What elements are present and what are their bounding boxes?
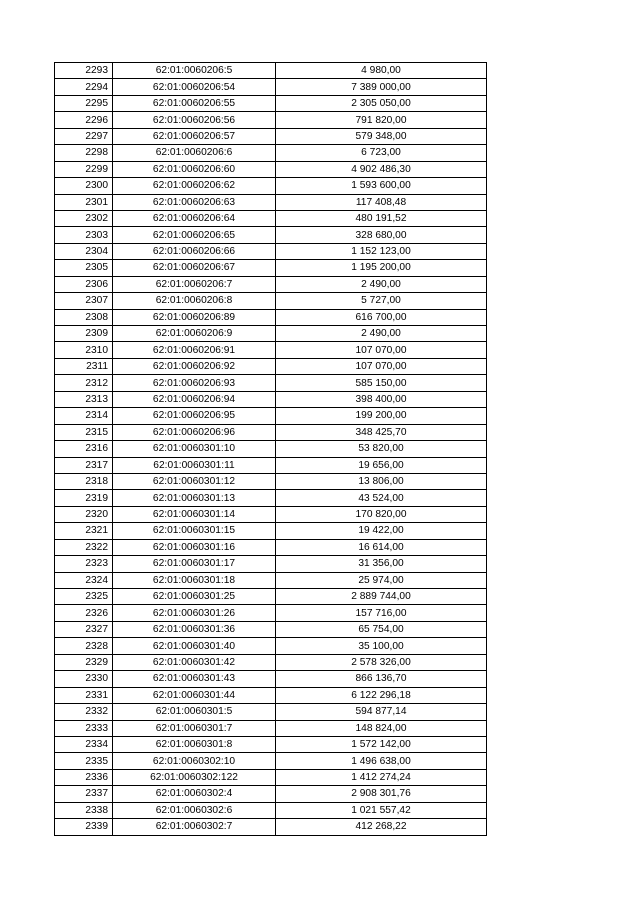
row-number-cell: 2315 [55, 424, 113, 440]
cadastral-value-cell: 170 820,00 [276, 506, 487, 522]
cadastral-number-cell: 62:01:0060302:6 [113, 802, 276, 818]
cadastral-number-cell: 62:01:0060301:18 [113, 572, 276, 588]
cadastral-value-cell: 35 100,00 [276, 638, 487, 654]
cadastral-value-cell: 2 908 301,76 [276, 786, 487, 802]
table-row [55, 210, 487, 226]
table-row [55, 523, 487, 539]
table-row [55, 473, 487, 489]
row-number-cell: 2326 [55, 605, 113, 621]
cadastral-number-cell: 62:01:0060301:42 [113, 654, 276, 670]
row-number-cell: 2324 [55, 572, 113, 588]
cadastral-value-cell: 6 122 296,18 [276, 687, 487, 703]
cadastral-value-cell: 594 877,14 [276, 704, 487, 720]
cadastral-number-cell: 62:01:0060206:60 [113, 161, 276, 177]
row-number-cell: 2312 [55, 375, 113, 391]
table-row [55, 260, 487, 276]
cadastral-number-cell: 62:01:0060206:66 [113, 243, 276, 259]
cadastral-number-cell: 62:01:0060301:25 [113, 589, 276, 605]
cadastral-number-cell: 62:01:0060302:122 [113, 769, 276, 785]
cadastral-number-cell: 62:01:0060206:89 [113, 309, 276, 325]
table-row [55, 671, 487, 687]
table-row [55, 375, 487, 391]
cadastral-number-cell: 62:01:0060206:55 [113, 95, 276, 111]
cadastral-value-cell: 2 578 326,00 [276, 654, 487, 670]
row-number-cell: 2316 [55, 441, 113, 457]
row-number-cell: 2310 [55, 342, 113, 358]
cadastral-number-cell: 62:01:0060206:7 [113, 276, 276, 292]
cadastral-number-cell: 62:01:0060302:10 [113, 753, 276, 769]
row-number-cell: 2335 [55, 753, 113, 769]
table-row [55, 753, 487, 769]
cadastral-number-cell: 62:01:0060301:5 [113, 704, 276, 720]
table-row [55, 638, 487, 654]
table-row [55, 293, 487, 309]
cadastral-value-cell: 398 400,00 [276, 391, 487, 407]
table-row [55, 243, 487, 259]
row-number-cell: 2304 [55, 243, 113, 259]
cadastral-value-cell: 480 191,52 [276, 210, 487, 226]
row-number-cell: 2302 [55, 210, 113, 226]
row-number-cell: 2328 [55, 638, 113, 654]
cadastral-value-cell: 2 490,00 [276, 326, 487, 342]
table-row [55, 161, 487, 177]
table-row [55, 769, 487, 785]
table-row [55, 227, 487, 243]
row-number-cell: 2320 [55, 506, 113, 522]
cadastral-number-cell: 62:01:0060206:57 [113, 128, 276, 144]
cadastral-number-cell: 62:01:0060206:67 [113, 260, 276, 276]
cadastral-value-cell: 412 268,22 [276, 819, 487, 835]
table-row [55, 704, 487, 720]
cadastral-value-cell: 579 348,00 [276, 128, 487, 144]
cadastral-number-cell: 62:01:0060206:9 [113, 326, 276, 342]
cadastral-value-cell: 16 614,00 [276, 539, 487, 555]
cadastral-number-cell: 62:01:0060301:7 [113, 720, 276, 736]
table-row [55, 358, 487, 374]
cadastral-number-cell: 62:01:0060206:56 [113, 112, 276, 128]
cadastral-number-cell: 62:01:0060301:40 [113, 638, 276, 654]
row-number-cell: 2303 [55, 227, 113, 243]
cadastral-number-cell: 62:01:0060206:91 [113, 342, 276, 358]
table-row [55, 556, 487, 572]
row-number-cell: 2314 [55, 408, 113, 424]
table-row [55, 391, 487, 407]
table-row [55, 441, 487, 457]
row-number-cell: 2329 [55, 654, 113, 670]
row-number-cell: 2305 [55, 260, 113, 276]
cadastral-number-cell: 62:01:0060301:10 [113, 441, 276, 457]
row-number-cell: 2313 [55, 391, 113, 407]
table-row [55, 342, 487, 358]
row-number-cell: 2334 [55, 736, 113, 752]
row-number-cell: 2294 [55, 79, 113, 95]
cadastral-number-cell: 62:01:0060206:94 [113, 391, 276, 407]
row-number-cell: 2325 [55, 589, 113, 605]
cadastral-value-cell: 1 412 274,24 [276, 769, 487, 785]
cadastral-value-cell: 117 408,48 [276, 194, 487, 210]
cadastral-value-cell: 791 820,00 [276, 112, 487, 128]
cadastral-value-cell: 585 150,00 [276, 375, 487, 391]
cadastral-value-cell: 1 195 200,00 [276, 260, 487, 276]
cadastral-value-cell: 2 305 050,00 [276, 95, 487, 111]
row-number-cell: 2333 [55, 720, 113, 736]
table-row [55, 79, 487, 95]
table-row [55, 194, 487, 210]
table-row [55, 276, 487, 292]
table-row [55, 819, 487, 835]
table-row [55, 687, 487, 703]
cadastral-number-cell: 62:01:0060301:17 [113, 556, 276, 572]
cadastral-number-cell: 62:01:0060301:44 [113, 687, 276, 703]
cadastral-value-cell: 5 727,00 [276, 293, 487, 309]
cadastral-number-cell: 62:01:0060206:92 [113, 358, 276, 374]
cadastral-number-cell: 62:01:0060206:5 [113, 63, 276, 79]
row-number-cell: 2306 [55, 276, 113, 292]
cadastral-value-cell: 31 356,00 [276, 556, 487, 572]
row-number-cell: 2332 [55, 704, 113, 720]
row-number-cell: 2339 [55, 819, 113, 835]
cadastral-value-cell: 53 820,00 [276, 441, 487, 457]
table-row [55, 539, 487, 555]
cadastral-number-cell: 62:01:0060302:4 [113, 786, 276, 802]
table-row [55, 802, 487, 818]
row-number-cell: 2295 [55, 95, 113, 111]
cadastral-number-cell: 62:01:0060206:6 [113, 145, 276, 161]
table-row [55, 720, 487, 736]
cadastral-value-cell: 19 656,00 [276, 457, 487, 473]
cadastral-number-cell: 62:01:0060301:43 [113, 671, 276, 687]
table-row [55, 572, 487, 588]
cadastral-value-cell: 1 593 600,00 [276, 178, 487, 194]
cadastral-number-cell: 62:01:0060206:8 [113, 293, 276, 309]
row-number-cell: 2323 [55, 556, 113, 572]
table-row [55, 112, 487, 128]
table-row [55, 326, 487, 342]
cadastral-number-cell: 62:01:0060301:8 [113, 736, 276, 752]
cadastral-number-cell: 62:01:0060206:65 [113, 227, 276, 243]
cadastral-number-cell: 62:01:0060301:13 [113, 490, 276, 506]
cadastral-number-cell: 62:01:0060302:7 [113, 819, 276, 835]
row-number-cell: 2319 [55, 490, 113, 506]
cadastral-value-cell: 1 496 638,00 [276, 753, 487, 769]
row-number-cell: 2309 [55, 326, 113, 342]
cadastral-number-cell: 62:01:0060301:26 [113, 605, 276, 621]
row-number-cell: 2311 [55, 358, 113, 374]
cadastral-number-cell: 62:01:0060206:54 [113, 79, 276, 95]
cadastral-value-cell: 107 070,00 [276, 358, 487, 374]
table-row [55, 95, 487, 111]
row-number-cell: 2330 [55, 671, 113, 687]
cadastral-value-cell: 157 716,00 [276, 605, 487, 621]
cadastral-value-cell: 2 490,00 [276, 276, 487, 292]
row-number-cell: 2300 [55, 178, 113, 194]
cadastral-number-cell: 62:01:0060301:16 [113, 539, 276, 555]
row-number-cell: 2301 [55, 194, 113, 210]
cadastral-number-cell: 62:01:0060206:64 [113, 210, 276, 226]
cadastral-value-cell: 65 754,00 [276, 621, 487, 637]
table-row [55, 178, 487, 194]
table-row [55, 786, 487, 802]
cadastral-value-cell: 2 889 744,00 [276, 589, 487, 605]
table-row [55, 736, 487, 752]
cadastral-value-cell: 107 070,00 [276, 342, 487, 358]
table-row [55, 621, 487, 637]
row-number-cell: 2337 [55, 786, 113, 802]
table-row [55, 506, 487, 522]
row-number-cell: 2331 [55, 687, 113, 703]
table-body [55, 63, 487, 836]
cadastral-number-cell: 62:01:0060206:95 [113, 408, 276, 424]
cadastral-value-cell: 25 974,00 [276, 572, 487, 588]
row-number-cell: 2317 [55, 457, 113, 473]
cadastral-number-cell: 62:01:0060301:12 [113, 473, 276, 489]
table-row [55, 145, 487, 161]
table-row [55, 424, 487, 440]
table-row [55, 605, 487, 621]
cadastral-value-cell: 19 422,00 [276, 523, 487, 539]
row-number-cell: 2327 [55, 621, 113, 637]
table-row [55, 654, 487, 670]
row-number-cell: 2299 [55, 161, 113, 177]
table-row [55, 63, 487, 79]
cadastral-number-cell: 62:01:0060301:14 [113, 506, 276, 522]
cadastral-value-cell: 199 200,00 [276, 408, 487, 424]
row-number-cell: 2296 [55, 112, 113, 128]
table-row [55, 490, 487, 506]
cadastral-number-cell: 62:01:0060206:63 [113, 194, 276, 210]
row-number-cell: 2321 [55, 523, 113, 539]
cadastral-value-cell: 866 136,70 [276, 671, 487, 687]
cadastral-value-cell: 328 680,00 [276, 227, 487, 243]
cadastral-number-cell: 62:01:0060206:96 [113, 424, 276, 440]
row-number-cell: 2308 [55, 309, 113, 325]
cadastral-value-cell: 1 152 123,00 [276, 243, 487, 259]
cadastral-value-table [54, 62, 487, 836]
cadastral-value-cell: 6 723,00 [276, 145, 487, 161]
table-row [55, 128, 487, 144]
cadastral-value-cell: 616 700,00 [276, 309, 487, 325]
cadastral-value-cell: 7 389 000,00 [276, 79, 487, 95]
cadastral-value-cell: 43 524,00 [276, 490, 487, 506]
row-number-cell: 2338 [55, 802, 113, 818]
row-number-cell: 2293 [55, 63, 113, 79]
cadastral-value-cell: 4 902 486,30 [276, 161, 487, 177]
row-number-cell: 2318 [55, 473, 113, 489]
row-number-cell: 2298 [55, 145, 113, 161]
table-row [55, 309, 487, 325]
cadastral-number-cell: 62:01:0060301:11 [113, 457, 276, 473]
table-row [55, 408, 487, 424]
cadastral-number-cell: 62:01:0060206:62 [113, 178, 276, 194]
cadastral-number-cell: 62:01:0060301:15 [113, 523, 276, 539]
cadastral-value-cell: 1 572 142,00 [276, 736, 487, 752]
table-row [55, 589, 487, 605]
cadastral-value-cell: 148 824,00 [276, 720, 487, 736]
cadastral-number-cell: 62:01:0060206:93 [113, 375, 276, 391]
row-number-cell: 2307 [55, 293, 113, 309]
cadastral-value-cell: 4 980,00 [276, 63, 487, 79]
cadastral-value-cell: 13 806,00 [276, 473, 487, 489]
cadastral-value-cell: 1 021 557,42 [276, 802, 487, 818]
table-row [55, 457, 487, 473]
row-number-cell: 2322 [55, 539, 113, 555]
cadastral-number-cell: 62:01:0060301:36 [113, 621, 276, 637]
row-number-cell: 2336 [55, 769, 113, 785]
cadastral-value-cell: 348 425,70 [276, 424, 487, 440]
row-number-cell: 2297 [55, 128, 113, 144]
